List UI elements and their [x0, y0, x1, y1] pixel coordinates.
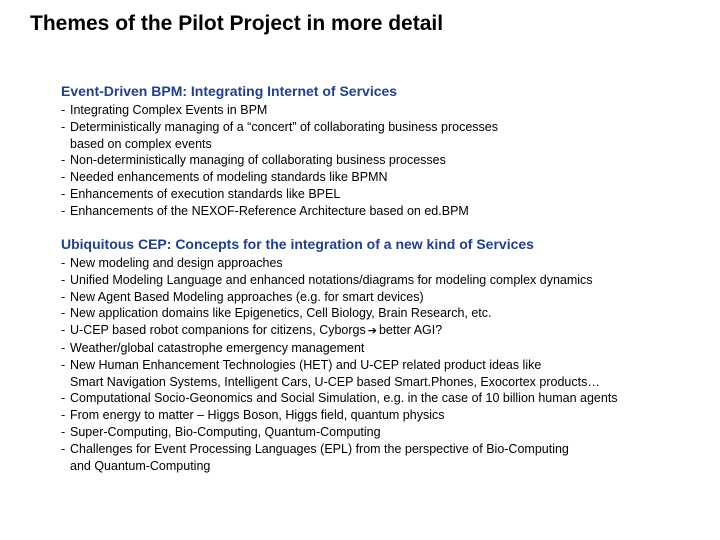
list-item: - Deterministically managing of a “concert” of collaborating business processes based on complex events: [61, 119, 498, 151]
list-item: - Integrating Complex Events in BPM: [61, 103, 268, 117]
list-item: - U-CEP based robot companions for citizens, Cyborgs ➔ better AGI?: [61, 323, 443, 338]
list-item: - Computational Socio-Geonomics and Social Simulation, e.g. in the case of 10 billion human agents: [61, 391, 618, 406]
list-item: - Enhancements of the NEXOF-Reference Architecture based on ed.BPM: [61, 203, 469, 218]
section-event-driven-bpm: [61, 82, 711, 220]
slide-title: Themes of the Pilot Project in more detail: [30, 12, 444, 35]
section-heading: Ubiquitous CEP: Concepts for the integration of a new kind of Services: [61, 236, 534, 252]
bullet-list: [61, 255, 711, 474]
list-item: - Challenges for Event Processing Languages (EPL) from the perspective of Bio-Computing and Quantum-Computing: [61, 441, 569, 473]
arrow-right-icon: ➔: [367, 325, 377, 338]
list-item: - Super-Computing, Bio-Computing, Quantum-Computing: [61, 424, 381, 439]
list-item: - Weather/global catastrophe emergency management: [61, 340, 365, 355]
list-item: - From energy to matter – Higgs Boson, Higgs field, quantum physics: [61, 408, 445, 423]
list-item: - Enhancements of execution standards like BPEL: [61, 186, 341, 201]
section-ubiquitous-cep: [61, 235, 711, 474]
list-item: - New modeling and design approaches: [61, 256, 283, 270]
list-item: - Non-deterministically managing of collaborating business processes: [61, 153, 446, 168]
section-heading: Event-Driven BPM: Integrating Internet of Services: [61, 83, 398, 99]
list-item: - New Human Enhancement Technologies (HET) and U-CEP related product ideas like Smart Navigation Systems, Intelligent Cars, U-CEP based Smart.Phones, Exocortex products…: [61, 357, 600, 389]
list-item: - New application domains like Epigenetics, Cell Biology, Brain Research, etc.: [61, 306, 492, 321]
list-item: - Needed enhancements of modeling standards like BPMN: [61, 170, 388, 185]
bullet-list: [61, 102, 711, 220]
list-item: - Unified Modeling Language and enhanced notations/diagrams for modeling complex dynamics: [61, 272, 593, 287]
list-item: - New Agent Based Modeling approaches (e.g. for smart devices): [61, 289, 424, 304]
